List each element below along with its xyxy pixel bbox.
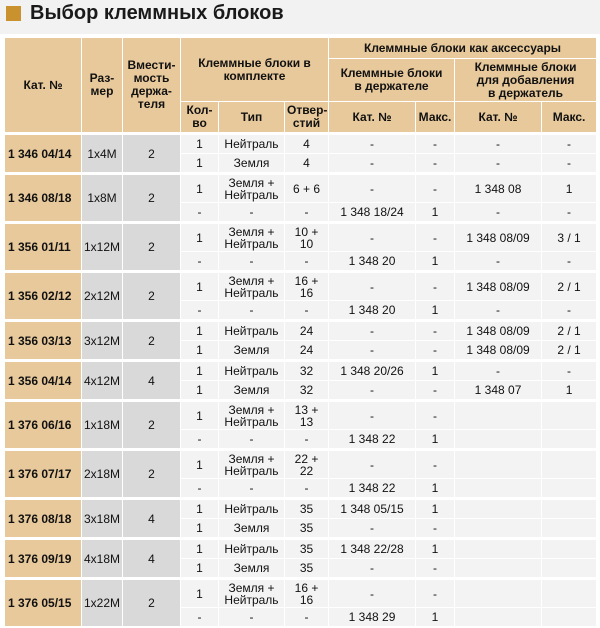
kit-type: Земля xyxy=(219,559,285,579)
kit-holes: 35 xyxy=(285,559,329,579)
catalog-number: 1 376 05/15 xyxy=(5,579,82,627)
kit-holes: 35 xyxy=(285,519,329,539)
capacity-value: 4 xyxy=(123,539,181,579)
capacity-value: 2 xyxy=(123,174,181,223)
holder-cat: - xyxy=(329,223,416,252)
kit-qty: 1 xyxy=(181,223,219,252)
header-cat: Кат. № xyxy=(5,38,82,134)
header-acc-add: Клеммные блоки для добавления в держатель xyxy=(455,59,597,102)
add-max: 2 / 1 xyxy=(542,321,597,341)
add-max: - xyxy=(542,154,597,174)
header-add-max: Макс. xyxy=(542,102,597,134)
size-value: 3x18M xyxy=(82,499,123,539)
capacity-value: 2 xyxy=(123,134,181,174)
add-max: - xyxy=(542,134,597,154)
kit-type: Нейтраль xyxy=(219,539,285,559)
catalog-number: 1 356 01/11 xyxy=(5,223,82,272)
holder-max: 1 xyxy=(416,301,455,321)
add-cat: 1 348 08 xyxy=(455,174,542,203)
kit-type: Земля + Нейтраль xyxy=(219,579,285,608)
kit-type: - xyxy=(219,252,285,272)
catalog-number: 1 376 06/16 xyxy=(5,401,82,450)
holder-max: 1 xyxy=(416,499,455,519)
kit-type: Земля + Нейтраль xyxy=(219,450,285,479)
table-row xyxy=(5,539,597,559)
add-max: 1 xyxy=(542,381,597,401)
size-value: 2x18M xyxy=(82,450,123,499)
add-max xyxy=(542,430,597,450)
catalog-number: 1 376 07/17 xyxy=(5,450,82,499)
header-accessories: Клеммные блоки как аксессуары xyxy=(329,38,597,59)
holder-cat: - xyxy=(329,579,416,608)
table-row xyxy=(5,450,597,479)
holder-cat: - xyxy=(329,134,416,154)
kit-holes: - xyxy=(285,301,329,321)
kit-holes: - xyxy=(285,203,329,223)
add-max xyxy=(542,450,597,479)
kit-type: Земля xyxy=(219,341,285,361)
add-cat: - xyxy=(455,203,542,223)
catalog-number: 1 376 08/18 xyxy=(5,499,82,539)
kit-qty: - xyxy=(181,203,219,223)
add-max xyxy=(542,479,597,499)
add-cat xyxy=(455,539,542,559)
kit-holes: 6 + 6 xyxy=(285,174,329,203)
kit-qty: - xyxy=(181,252,219,272)
add-cat xyxy=(455,499,542,519)
holder-cat: - xyxy=(329,381,416,401)
add-cat xyxy=(455,450,542,479)
holder-max: - xyxy=(416,223,455,252)
kit-type: Нейтраль xyxy=(219,499,285,519)
holder-max: - xyxy=(416,321,455,341)
header-add-cat: Кат. № xyxy=(455,102,542,134)
kit-qty: 1 xyxy=(181,401,219,430)
kit-type: Земля xyxy=(219,519,285,539)
holder-cat: 1 348 20 xyxy=(329,301,416,321)
kit-holes: 24 xyxy=(285,341,329,361)
add-max xyxy=(542,401,597,430)
header-kit-type: Тип xyxy=(219,102,285,134)
table-row xyxy=(5,579,597,608)
kit-qty: 1 xyxy=(181,341,219,361)
title-square-icon xyxy=(6,6,21,21)
holder-cat: 1 348 22/28 xyxy=(329,539,416,559)
header-capacity: Вмести- мость держа- теля xyxy=(123,38,181,134)
holder-max: - xyxy=(416,381,455,401)
page-title: Выбор клеммных блоков xyxy=(30,2,284,24)
add-max: 3 / 1 xyxy=(542,223,597,252)
holder-max: - xyxy=(416,401,455,430)
holder-cat: - xyxy=(329,321,416,341)
add-cat: 1 348 08/09 xyxy=(455,341,542,361)
kit-qty: 1 xyxy=(181,559,219,579)
kit-type: Земля + Нейтраль xyxy=(219,272,285,301)
add-cat: 1 348 07 xyxy=(455,381,542,401)
add-cat: 1 348 08/09 xyxy=(455,321,542,341)
header-holder-cat: Кат. № xyxy=(329,102,416,134)
kit-qty: 1 xyxy=(181,519,219,539)
table-row xyxy=(5,223,597,252)
add-max xyxy=(542,579,597,608)
header-acc-holder: Клеммные блоки в держателе xyxy=(329,59,455,102)
kit-type: Нейтраль xyxy=(219,361,285,381)
holder-cat: - xyxy=(329,154,416,174)
size-value: 4x18M xyxy=(82,539,123,579)
header-size: Раз- мер xyxy=(82,38,123,134)
catalog-number: 1 376 09/19 xyxy=(5,539,82,579)
kit-holes: 16 + 16 xyxy=(285,579,329,608)
add-max: - xyxy=(542,203,597,223)
holder-cat: 1 348 05/15 xyxy=(329,499,416,519)
holder-cat: 1 348 22 xyxy=(329,430,416,450)
capacity-value: 2 xyxy=(123,272,181,321)
add-max: - xyxy=(542,252,597,272)
capacity-value: 2 xyxy=(123,321,181,361)
add-max xyxy=(542,539,597,559)
header-kit: Клеммные блоки в комплекте xyxy=(181,38,329,102)
holder-max: 1 xyxy=(416,361,455,381)
add-cat: - xyxy=(455,361,542,381)
holder-cat: - xyxy=(329,450,416,479)
size-value: 1x8M xyxy=(82,174,123,223)
terminal-blocks-table xyxy=(4,37,597,627)
kit-qty: 1 xyxy=(181,154,219,174)
capacity-value: 2 xyxy=(123,223,181,272)
capacity-value: 2 xyxy=(123,579,181,627)
holder-max: 1 xyxy=(416,252,455,272)
holder-max: 1 xyxy=(416,430,455,450)
kit-type: Нейтраль xyxy=(219,134,285,154)
kit-type: Земля + Нейтраль xyxy=(219,223,285,252)
kit-type: - xyxy=(219,301,285,321)
holder-cat: - xyxy=(329,174,416,203)
kit-qty: - xyxy=(181,608,219,627)
kit-qty: 1 xyxy=(181,134,219,154)
capacity-value: 4 xyxy=(123,361,181,401)
table-body xyxy=(5,134,597,627)
add-cat: - xyxy=(455,301,542,321)
kit-type: Нейтраль xyxy=(219,321,285,341)
add-cat xyxy=(455,430,542,450)
add-cat xyxy=(455,479,542,499)
kit-type: Земля xyxy=(219,154,285,174)
catalog-number: 1 356 02/12 xyxy=(5,272,82,321)
add-cat: - xyxy=(455,134,542,154)
kit-qty: 1 xyxy=(181,361,219,381)
holder-max: - xyxy=(416,134,455,154)
holder-max: 1 xyxy=(416,539,455,559)
kit-type: Земля + Нейтраль xyxy=(219,174,285,203)
holder-cat: - xyxy=(329,559,416,579)
kit-qty: 1 xyxy=(181,539,219,559)
kit-qty: 1 xyxy=(181,174,219,203)
add-cat xyxy=(455,559,542,579)
kit-holes: 35 xyxy=(285,539,329,559)
holder-cat: 1 348 22 xyxy=(329,479,416,499)
size-value: 3x12M xyxy=(82,321,123,361)
holder-max: 1 xyxy=(416,203,455,223)
holder-max: 1 xyxy=(416,479,455,499)
kit-holes: 24 xyxy=(285,321,329,341)
catalog-number: 1 346 04/14 xyxy=(5,134,82,174)
catalog-number: 1 356 03/13 xyxy=(5,321,82,361)
add-max xyxy=(542,499,597,519)
kit-type: - xyxy=(219,608,285,627)
kit-holes: - xyxy=(285,430,329,450)
table-row xyxy=(5,361,597,381)
add-cat xyxy=(455,519,542,539)
table-row xyxy=(5,321,597,341)
holder-max: - xyxy=(416,579,455,608)
size-value: 1x18M xyxy=(82,401,123,450)
kit-type: - xyxy=(219,203,285,223)
kit-qty: 1 xyxy=(181,579,219,608)
add-max: 2 / 1 xyxy=(542,341,597,361)
add-cat xyxy=(455,608,542,627)
kit-qty: 1 xyxy=(181,321,219,341)
holder-max: - xyxy=(416,154,455,174)
add-max xyxy=(542,519,597,539)
kit-holes: - xyxy=(285,252,329,272)
kit-holes: - xyxy=(285,608,329,627)
holder-max: - xyxy=(416,174,455,203)
holder-cat: 1 348 29 xyxy=(329,608,416,627)
size-value: 4x12M xyxy=(82,361,123,401)
title-bar xyxy=(0,0,600,34)
holder-max: - xyxy=(416,272,455,301)
add-cat: 1 348 08/09 xyxy=(455,223,542,252)
holder-max: 1 xyxy=(416,608,455,627)
kit-type: - xyxy=(219,430,285,450)
kit-holes: 35 xyxy=(285,499,329,519)
kit-qty: - xyxy=(181,430,219,450)
kit-qty: 1 xyxy=(181,272,219,301)
kit-qty: - xyxy=(181,301,219,321)
kit-holes: 16 + 16 xyxy=(285,272,329,301)
catalog-number: 1 356 04/14 xyxy=(5,361,82,401)
table-row xyxy=(5,401,597,430)
kit-qty: 1 xyxy=(181,381,219,401)
kit-holes: 32 xyxy=(285,381,329,401)
add-cat: - xyxy=(455,252,542,272)
holder-cat: - xyxy=(329,519,416,539)
kit-qty: 1 xyxy=(181,450,219,479)
capacity-value: 2 xyxy=(123,450,181,499)
kit-qty: 1 xyxy=(181,499,219,519)
holder-cat: - xyxy=(329,272,416,301)
add-max: - xyxy=(542,361,597,381)
header-kit-holes: Отвер- стий xyxy=(285,102,329,134)
capacity-value: 4 xyxy=(123,499,181,539)
holder-cat: - xyxy=(329,341,416,361)
table-row xyxy=(5,174,597,203)
kit-holes: 10 + 10 xyxy=(285,223,329,252)
header-holder-max: Макс. xyxy=(416,102,455,134)
add-max xyxy=(542,608,597,627)
kit-holes: 32 xyxy=(285,361,329,381)
add-cat xyxy=(455,579,542,608)
add-cat: 1 348 08/09 xyxy=(455,272,542,301)
add-max: - xyxy=(542,301,597,321)
kit-type: - xyxy=(219,479,285,499)
holder-cat: 1 348 20 xyxy=(329,252,416,272)
kit-qty: - xyxy=(181,479,219,499)
kit-type: Земля xyxy=(219,381,285,401)
table-row xyxy=(5,272,597,301)
holder-max: - xyxy=(416,519,455,539)
kit-type: Земля + Нейтраль xyxy=(219,401,285,430)
add-max: 2 / 1 xyxy=(542,272,597,301)
holder-cat: 1 348 20/26 xyxy=(329,361,416,381)
table-row xyxy=(5,499,597,519)
add-max xyxy=(542,559,597,579)
holder-cat: - xyxy=(329,401,416,430)
size-value: 1x22M xyxy=(82,579,123,627)
add-cat xyxy=(455,401,542,430)
holder-max: - xyxy=(416,341,455,361)
add-cat: - xyxy=(455,154,542,174)
add-max: 1 xyxy=(542,174,597,203)
header-kit-qty: Кол- во xyxy=(181,102,219,134)
catalog-number: 1 346 08/18 xyxy=(5,174,82,223)
holder-max: - xyxy=(416,450,455,479)
holder-max: - xyxy=(416,559,455,579)
size-value: 1x4M xyxy=(82,134,123,174)
table-row xyxy=(5,134,597,154)
size-value: 2x12M xyxy=(82,272,123,321)
size-value: 1x12M xyxy=(82,223,123,272)
holder-cat: 1 348 18/24 xyxy=(329,203,416,223)
kit-holes: 13 + 13 xyxy=(285,401,329,430)
kit-holes: 4 xyxy=(285,134,329,154)
kit-holes: 4 xyxy=(285,154,329,174)
kit-holes: - xyxy=(285,479,329,499)
kit-holes: 22 + 22 xyxy=(285,450,329,479)
capacity-value: 2 xyxy=(123,401,181,450)
